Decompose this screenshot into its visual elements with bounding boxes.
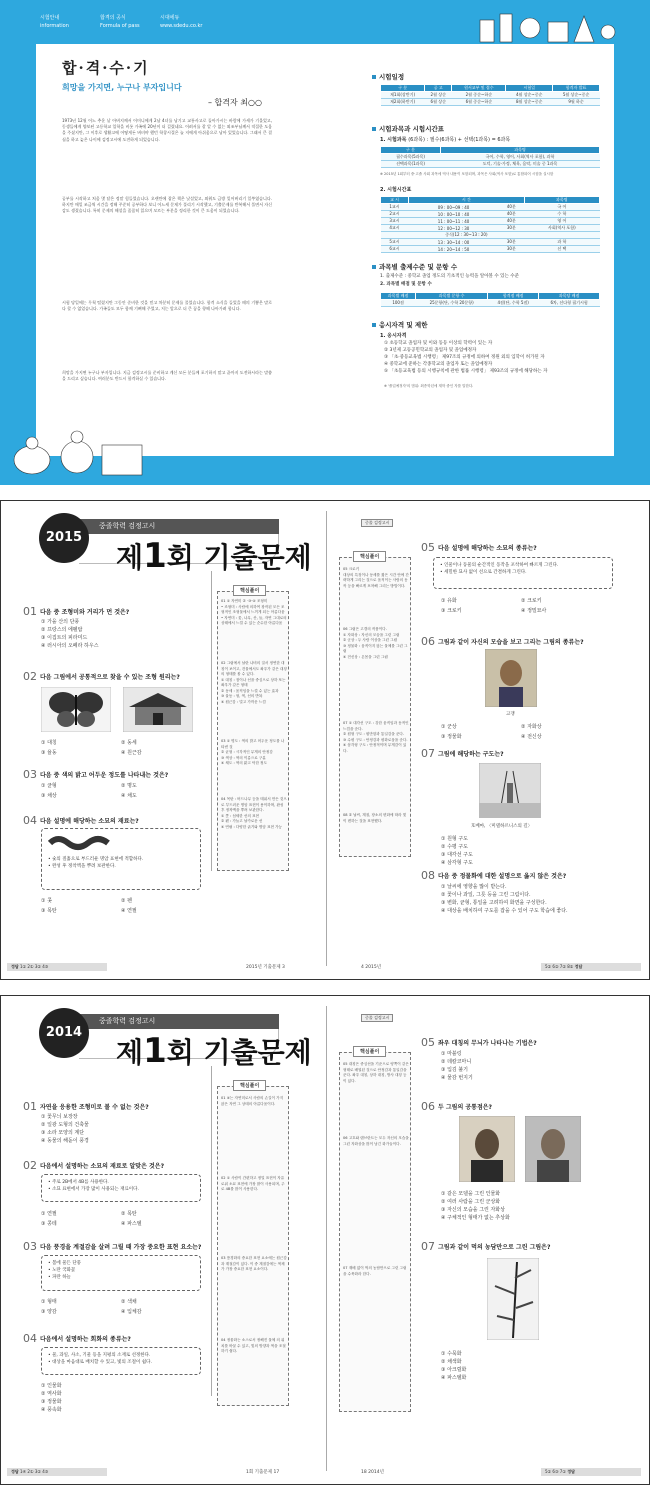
question-options <box>441 597 601 614</box>
option[interactable]: ① 콧 <box>41 898 52 904</box>
building-image-icon <box>123 687 193 732</box>
question-title: 07 그림에 해당하는 구도는? <box>421 747 504 760</box>
subheading: 1. 응시자격 <box>380 333 407 339</box>
option[interactable]: ④ 삼각형 구도 <box>441 860 473 866</box>
option[interactable]: ② 명도 <box>121 783 137 789</box>
option[interactable]: ④ 동물의 해돋이 풍경 <box>41 1138 89 1144</box>
question-options <box>41 1298 201 1315</box>
option[interactable]: ① 유화 <box>441 598 457 604</box>
option[interactable]: ④ 파스텔화 <box>441 1375 467 1381</box>
exam-title: 제1회 기출문제 <box>116 1031 312 1071</box>
list-item: ③ 「초·중등교육법 시행령」 제97조의 규정에 의하여 정원 외의 입학이 허가된 자 <box>384 354 545 360</box>
option[interactable]: ④ 원근감 <box>121 750 142 756</box>
core-solution-box <box>339 1052 411 1412</box>
question-title: 01 자연을 응용한 조형미로 볼 수 없는 것은? <box>23 1100 149 1113</box>
essay-paragraph: 시험 당일에는 무척 떨렸지만 그동안 준비한 것을 믿고 차분히 문제를 풀었습니다. 합격 소식을 들었을 때의 기쁨은 말로 다 할 수 없었습니다. 가족들도 모두 함께 기뻐해 주었고, 저는 앞으로 더 큰 꿈을 향해 나아가려 합니다. <box>62 300 272 312</box>
header-info-3: 시대에듀 www.sdedu.co.kr <box>160 15 203 29</box>
question-title: 05 다음 설명에 해당하는 소묘의 종류는? <box>421 541 537 554</box>
core-text: 04 정물화는 소스로서 정해진 물체 의 위치를 바꿀 수 있고, 빛의 방향과 색을 조절하기 쉽다. <box>221 1338 286 1354</box>
list-item: ① 초등학교 졸업자 및 이와 동등 이상의 학력이 있는 자 <box>384 341 493 346</box>
core-text: 02 그림에서 날란 나비의 질서 정연한 대칭이 보이고, 건물에서도 좌우가 같은 대칭의 형태를 볼 수 있다. ① 대칭 : 점이나 선을 중심으로 상하 또는 좌우가 같은 형태 ② 동세 : 움직임을 느낄 수 있는 효과 ③ 율동 : 형, 색, 선의 반복 ④ 원근감 : 멀고 가까운 느낌 <box>221 661 287 704</box>
subheading: 2. 시험시간표 <box>380 187 412 193</box>
question-options <box>41 618 99 650</box>
option[interactable]: ① 꽃무늬 보장장 <box>41 1114 78 1120</box>
option[interactable]: ② 여러 사람을 그린 군상화 <box>441 1199 501 1205</box>
section-heading: 과목별 출제수준 및 문항 수 <box>372 262 457 271</box>
answer-bar: 5② 6② 7② 8① 정답 <box>541 963 641 971</box>
core-text: 03 ① 명도 : 색의 밝고 어두운 정도를 나타낸 것 ② 균형 : 시각적인 무게의 안정감 ③ 색상 : 색의 이름으로 구분 ④ 채도 : 색의 맑고 탁한 정도 <box>221 739 285 766</box>
question-title: 02 다음에서 설명하는 소묘의 재료로 알맞은 것은? <box>23 1159 165 1172</box>
question-options <box>441 835 473 867</box>
option[interactable]: ③ 소라 모양의 계단 <box>41 1130 85 1136</box>
timetable: 교 시 시 간 과목명 1교시 09 : 00~09 : 40 40분 국 어 2교시 10 : 00~10 : 40 40분 수 학 3교시 11 : 00~11 : 40 40분 영 어 4교시 12 : 00~12 : 30 30분 사회(역사 포함) 중식(12 : 30~13 : 20) 5교시 13 : 30~14 : 00 30분 과 학 6교시 14 : 20~14 : 50 30분 선 택 <box>380 196 600 253</box>
info-box: • 물, 과일, 사소, 기물 등을 지평의 소재로 선정한다. • 대상을 마음대로 배치할 수 있고, 빛의 조절이 쉽다. <box>41 1347 201 1375</box>
subheading: 1. 시험과목 (6과목) : 필수(6과목) + 선택(1과목) = 6과목 <box>380 137 511 143</box>
option[interactable]: ① 균형 <box>41 783 57 789</box>
core-text: 01 ① 자연미 ② ·③·④ 조형미 • 조형미 : 사람에 의하여 창작된 모든 조형적인 조형물에서 느끼게 되는 아름다움 • 자연미 : 꽃, 나무, 산, 들, 자연 그대로의 상태에서 느낄 수 있는 순수한 아름다움 <box>221 599 287 626</box>
list-item: ④ 중학교에 준하는 각종학교의 졸업자 또는 졸업예정자 <box>384 361 493 367</box>
option[interactable]: ② 크로키 <box>521 598 542 604</box>
question-title: 03 다음 풍경을 계절감을 살려 그릴 때 가장 중요한 표현 요소는? <box>23 1240 202 1253</box>
info-box: • 인물이나 동물의 순간적인 동작을 포착하여 빠르게 그린다. • 세밀한 묘사 없이 선으로 간결하게 그린다. <box>433 557 613 589</box>
subheading: 2. 과목별 배점 및 문항 수 <box>380 282 432 287</box>
eligibility-list <box>384 341 609 376</box>
option[interactable]: ② 역사화 <box>41 1391 62 1397</box>
answer-bar: 정답 1① 2① 3② 4③ <box>7 963 107 971</box>
avenue-painting-icon <box>479 763 541 818</box>
option[interactable]: ④ 러시아의 오페라 하우스 <box>41 643 99 649</box>
footnote: ※ 2015년 1회부터 중·고졸 사회 과목에 역사 내용이 포함되며, 과목은 사회(역사 포함)로 통합되어 시험을 실시함 <box>380 172 554 176</box>
option[interactable]: ④ 파스텔 <box>121 1221 142 1227</box>
answer-bar: 정답 1④ 2① 3② 4③ <box>7 1468 107 1476</box>
page-number: 18 2014년 <box>361 1470 384 1475</box>
option[interactable]: ② 목탄 <box>121 1211 137 1217</box>
option[interactable]: ① 같은 모델을 그린 인물화 <box>441 1191 501 1197</box>
image-caption: 호베마, 〈미델하르니스의 길〉 <box>471 824 533 829</box>
year-badge: 2015 <box>39 513 89 563</box>
option[interactable]: ③ 이집트의 피라미드 <box>41 635 88 641</box>
option[interactable]: ① 연필 <box>41 1211 57 1217</box>
core-text: 02 ① 사람이 간편하고 정밀 표현이 자유로워 소묘 표현에 가장 많이 사용되며, 주로 4B를 많이 사용한다. <box>221 1176 285 1192</box>
header-info-2: 합격의 공식 Formula of pass <box>100 15 140 29</box>
town-illustration-icon <box>470 6 620 46</box>
core-label: 핵심풀이 <box>353 551 386 562</box>
exam-title: 제1회 기출문제 <box>116 536 312 576</box>
option[interactable]: ④ 입체감 <box>121 1309 142 1315</box>
option[interactable]: ④ 전신상 <box>521 734 542 740</box>
question-options <box>41 1113 89 1145</box>
question-options <box>41 1382 62 1414</box>
page-number: 2015년 기출문제 3 <box>246 965 285 970</box>
info-box: • 봄에 물든 단풍 • 노란 국화꽃 • 파란 하늘 <box>41 1255 201 1291</box>
core-text: 08 ② 날씨, 계절, 장소의 변화에 따라 빛이 변하는 것을 표현했다. <box>343 813 407 823</box>
option[interactable]: ③ 채상 <box>41 793 57 799</box>
list-item: ⑤ 「초등교육법 등의 시행규칙에 관한 법률 시행령」 제93조의 규정에 해당하는 자 <box>384 368 548 374</box>
core-text: 04 목탄 : 버드나무 등을 태워서 만든 것으로 부드러운 명암 표현이 용이하며, 완성 후 정착액을 뿌려 보관한다. ① 콧 : 섬세한 선의 표현 ② 펜 : 가늘고 날카로운 선 ④ 연필 : 다양한 굵기와 명암 표현 가능 <box>221 797 287 829</box>
top-tag: 중졸 검정고시 <box>361 519 393 527</box>
question-options <box>441 1050 473 1082</box>
exam-spread-2015 <box>0 500 650 980</box>
option[interactable]: ① 형태 <box>41 1299 57 1305</box>
core-text: 01 ④는 자연미로서 사람의 손길이 가지 않은 자연 그 상태의 아름다움이다. <box>221 1096 284 1106</box>
question-title: 01 다음 중 조형미와 거리가 먼 것은? <box>23 605 130 618</box>
option[interactable]: ② 꽃이나 과일, 그릇 등을 그린 그림이다. <box>441 892 531 898</box>
option[interactable]: ② 펜 <box>121 898 132 904</box>
option[interactable]: ② 데칼코마니 <box>441 1059 472 1065</box>
level-text: 1. 출제수준 : 중학교 졸업 정도의 기초적인 능력을 알아볼 수 있는 수준 <box>380 274 519 279</box>
answer-bar: 5② 6③ 7① 정답 <box>541 1468 641 1476</box>
info-box: • 숯의 질흙으로 부드러운 명암 표현에 적합하다. • 완성 후 정착액을 뿌려 보관한다. <box>41 828 201 890</box>
essay-paragraph: 공부를 시작하고 처음 몇 달은 정말 힘들었습니다. 오랜만에 잡은 책은 낯설었고, 외워도 금방 잊어버리기 일쑤였습니다. 하지만 매일 조금씩 시간을 정해 꾸준히 공부하다 보니 어느새 문제가 풀리기 시작했고, 기출문제를 반복해서 풀면서 자신감도 생겼습니다. 특히 문제의 해설을 꼼꼼히 읽으며 모르는 부분을 정리한 것이 큰 도움이 되었습니다. <box>62 196 272 214</box>
core-text: 06 고흐와 렘브란트는 모두 자신의 모습을 그린 자화상을 많이 남긴 화가들이다. <box>343 1136 409 1146</box>
question-options <box>41 1210 201 1227</box>
question-options <box>441 1190 510 1222</box>
question-title: 04 다음에서 설명하는 회화의 종류는? <box>23 1332 131 1345</box>
core-label: 핵심풀이 <box>233 585 266 596</box>
option[interactable]: ④ 대상을 배치하여 구도를 잡을 수 있어 구도 학습에 좋다. <box>441 908 568 914</box>
core-solution-box <box>339 557 411 857</box>
option[interactable]: ③ 입김 불기 <box>441 1067 468 1073</box>
option[interactable]: ② 동세 <box>121 740 137 746</box>
option[interactable]: ④ 구체적인 형태가 없는 추상화 <box>441 1215 510 1221</box>
option[interactable]: ② 채색화 <box>441 1359 462 1365</box>
question-title: 06 그림과 같이 자신의 모습을 보고 그리는 그림의 종류는? <box>421 635 584 648</box>
option[interactable]: ③ 정물화 <box>41 1399 62 1405</box>
option[interactable]: ② 프랑스의 에펠탑 <box>41 627 83 633</box>
charcoal-image-icon <box>48 833 118 853</box>
ink-bamboo-painting-icon <box>487 1258 539 1340</box>
top-tag: 중졸 검정고시 <box>361 1014 393 1022</box>
core-label: 핵심풀이 <box>233 1080 266 1091</box>
core-text: 07 재배 없이 먹의 농담만으로 그린 그림을 수묵화라 한다. <box>343 1266 407 1276</box>
list-item: ② 3년제 고등공민학교의 졸업자 및 졸업예정자 <box>384 347 477 353</box>
page-number: 4 2015년 <box>361 965 382 970</box>
core-text: 03 풍경화의 중요한 표현 요소에는 원근감과 계절감이 있다. 이 중 계절감에는 색채가 가장 중요한 표현 요소이다. <box>221 1256 287 1272</box>
option[interactable]: ① 대칭 <box>41 740 57 746</box>
question-title: 02 다음 그림에서 공통적으로 찾을 수 있는 조형 원리는? <box>23 670 180 683</box>
question-options <box>441 1350 466 1382</box>
image-caption: 고갱 <box>506 712 515 717</box>
option[interactable]: ① 날씨에 영향을 많이 받는다. <box>441 884 507 890</box>
option[interactable]: ③ 크로키 <box>441 608 462 614</box>
option[interactable]: ① 원형 구도 <box>441 836 468 842</box>
core-text: 05 대칭은 중심선을 기준으로 양쪽이 같은 형태로 배열된 것으로 안정감과 통일감을 준다. 좌우 대칭, 상하 대칭, 방사 대칭 등이 있다. <box>343 1062 409 1083</box>
rembrandt-portrait-icon <box>459 1116 515 1182</box>
option[interactable]: ① 가을 산의 단풍 <box>41 619 80 625</box>
question-options <box>41 739 201 756</box>
exam-header: 중졸학력 검정고시 미 술 <box>79 1014 279 1029</box>
section-heading: 시험과목과 시험시간표 <box>372 124 444 133</box>
question-options <box>441 723 601 740</box>
option[interactable]: ③ 양감 <box>41 1309 57 1315</box>
option[interactable]: ③ 변화, 균형, 통일을 고려하여 화면을 구성한다. <box>441 900 547 906</box>
option[interactable]: ② 수평 구도 <box>441 844 468 850</box>
page-subtitle: 희망을 가지면, 누구나 부자입니다 <box>62 83 182 92</box>
option[interactable]: ② 일광 도형의 건축물 <box>41 1122 89 1128</box>
core-solution-box <box>217 1086 289 1406</box>
question-options <box>441 883 568 915</box>
schedule-table: 구 분 공 고 원서교부 및 접수 시험일 합격자 발표 제1회(상반기) 2월 상순 2월 중순~하순 4월 상순~중순 5월 상순~중순 제2회(하반기) 6월 상순 6월 중순~하순 8월 상순~중순 9월 하순 <box>380 84 600 106</box>
author: – 합격자 최○○ <box>208 98 262 107</box>
option[interactable]: ③ 콩테 <box>41 1221 57 1227</box>
option[interactable]: ① 수묵화 <box>441 1351 462 1357</box>
question-title: 08 다음 중 정물화에 대한 설명으로 옳지 않은 것은? <box>421 869 567 882</box>
butterfly-image-icon <box>41 687 111 732</box>
core-text: 07 ① 대각선 구도 : 강한 움직임과 동적인 느낌을 준다. ② 원형 구도 : 원만함과 통일감을 준다. ③ 수평 구도 : 안정감과 평화로움을 준다. ④ 삼각형 구도 : 안정적이며 무게감이 있다. <box>343 721 409 753</box>
core-label: 핵심풀이 <box>353 1046 386 1057</box>
header-info-1: 시험안내 information <box>40 15 69 29</box>
question-title: 06 두 그림의 공통점은? <box>421 1100 493 1113</box>
year-badge: 2014 <box>39 1008 89 1058</box>
option[interactable]: ③ 자신의 모습을 그린 자화상 <box>441 1207 505 1213</box>
option[interactable]: ③ 목탄 <box>41 908 57 914</box>
exam-spread-2014 <box>0 995 650 1485</box>
core-text: 05 크로키 대상의 특징이나 동세를 짧은 시간 안에 간략하게 그리는 것으로 움직이는 사람의 동작 등을 빠르게 포착해 그리는 방법이다. <box>343 567 409 588</box>
gauguin-portrait-icon <box>485 649 537 707</box>
page-number: 1회 기출문제 17 <box>246 1470 280 1475</box>
subjects-table: 구 분 과목명 필수과목(5과목) 국어, 수학, 영어, 사회(역사 포함), 과학 선택과목(1과목) 도덕, 기술·가정, 체육, 음악, 미술 중 1과목 <box>380 146 600 168</box>
option[interactable]: ③ 아크릴화 <box>441 1367 467 1373</box>
option[interactable]: ① 인물화 <box>41 1383 62 1389</box>
option[interactable]: ② 색채 <box>121 1299 137 1305</box>
question-options <box>41 897 201 914</box>
info-box: • 주로 2B에서 4B를 사용한다. • 소묘 표현에서 가장 많이 사용되는 재료이다. <box>41 1174 201 1202</box>
option[interactable]: ④ 물감 번지기 <box>441 1075 473 1081</box>
scoring-table: 과목별 배점 과목별 문항 수 합격점 배점 과목당 배점 100점 25문항(단, 수학 20문항) 4점(단, 수학 5점) 6차, 선다형 필기시험 <box>380 292 600 307</box>
option[interactable]: ③ 대각선 구도 <box>441 852 473 858</box>
option[interactable]: ② 자화상 <box>521 724 542 730</box>
essay-paragraph: 1973년 12월 어느 추운 날 아버지께서 어머니에게 2남 4녀를 남기고 교통사고로 돌아가시는 바람에 가세가 기울었고, 동생들에게 양보된 고등학교 입학을 비롯 가족에 20년이 더 걸렸네요. 어려서를 잘 알 수 없는 외조부님께서 적절한 도움을 주셨지만, 그 이후로 생활고에 어떻게든 버텨야 했던 학창시절은 늘 저에게 아쉬움으로 남아 있었습니다. 그래서 큰 결심을 하고 늦은 나이에 검정고시에 도전하게 되었습니다. <box>62 118 272 142</box>
option[interactable]: ③ 정물화 <box>441 734 462 740</box>
exam-header: 중졸학력 검정고시 미 술 <box>79 519 279 534</box>
option[interactable]: ④ 채도 <box>121 793 137 799</box>
people-illustration-icon <box>2 415 162 485</box>
section-heading: 시험일정 <box>372 72 404 81</box>
option[interactable]: ① 군상 <box>441 724 457 730</box>
option[interactable]: ④ 풍속화 <box>41 1407 62 1413</box>
core-text: 06 그림은 고갱의 작품이다. ① 자화상 : 자신의 모습을 그린 그림 ② 군상 : 두 사람 이상을 그린 그림 ③ 정물화 : 움직이지 않는 물체를 그린 그림 ④ 전신상 : 온몸을 그린 그림 <box>343 627 408 659</box>
question-title: 05 좌우 대칭의 무늬가 나타나는 기법은? <box>421 1036 537 1049</box>
option[interactable]: ④ 정밀묘사 <box>521 608 547 614</box>
question-title: 07 그림과 같이 먹의 농담만으로 그린 그림은? <box>421 1240 551 1253</box>
question-title: 04 다음 설명에 해당하는 소묘의 재료는? <box>23 814 139 827</box>
essay-paragraph: 희망을 가지면 누구나 부자입니다. 지금 검정고시를 준비하고 계신 모든 분들께 포기하지 말고 끝까지 도전하시라는 말씀을 드리고 싶습니다. 여러분도 반드시 합격하실 수 있습니다. <box>62 370 272 382</box>
footnote: ※ '졸업예정자'의 범위: 최종학년에 재학 중인 자를 말한다. <box>384 384 474 388</box>
option[interactable]: ③ 율동 <box>41 750 57 756</box>
question-options <box>41 782 201 799</box>
option[interactable]: ④ 연필 <box>121 908 137 914</box>
option[interactable]: ① 마블링 <box>441 1051 462 1057</box>
gogh-portrait-icon <box>525 1116 581 1182</box>
section-heading: 응시자격 및 제한 <box>372 320 427 329</box>
page-title: 합·격·수·기 <box>62 59 150 77</box>
question-title: 03 다음 중 색의 밝고 어두운 정도를 나타내는 것은? <box>23 768 169 781</box>
